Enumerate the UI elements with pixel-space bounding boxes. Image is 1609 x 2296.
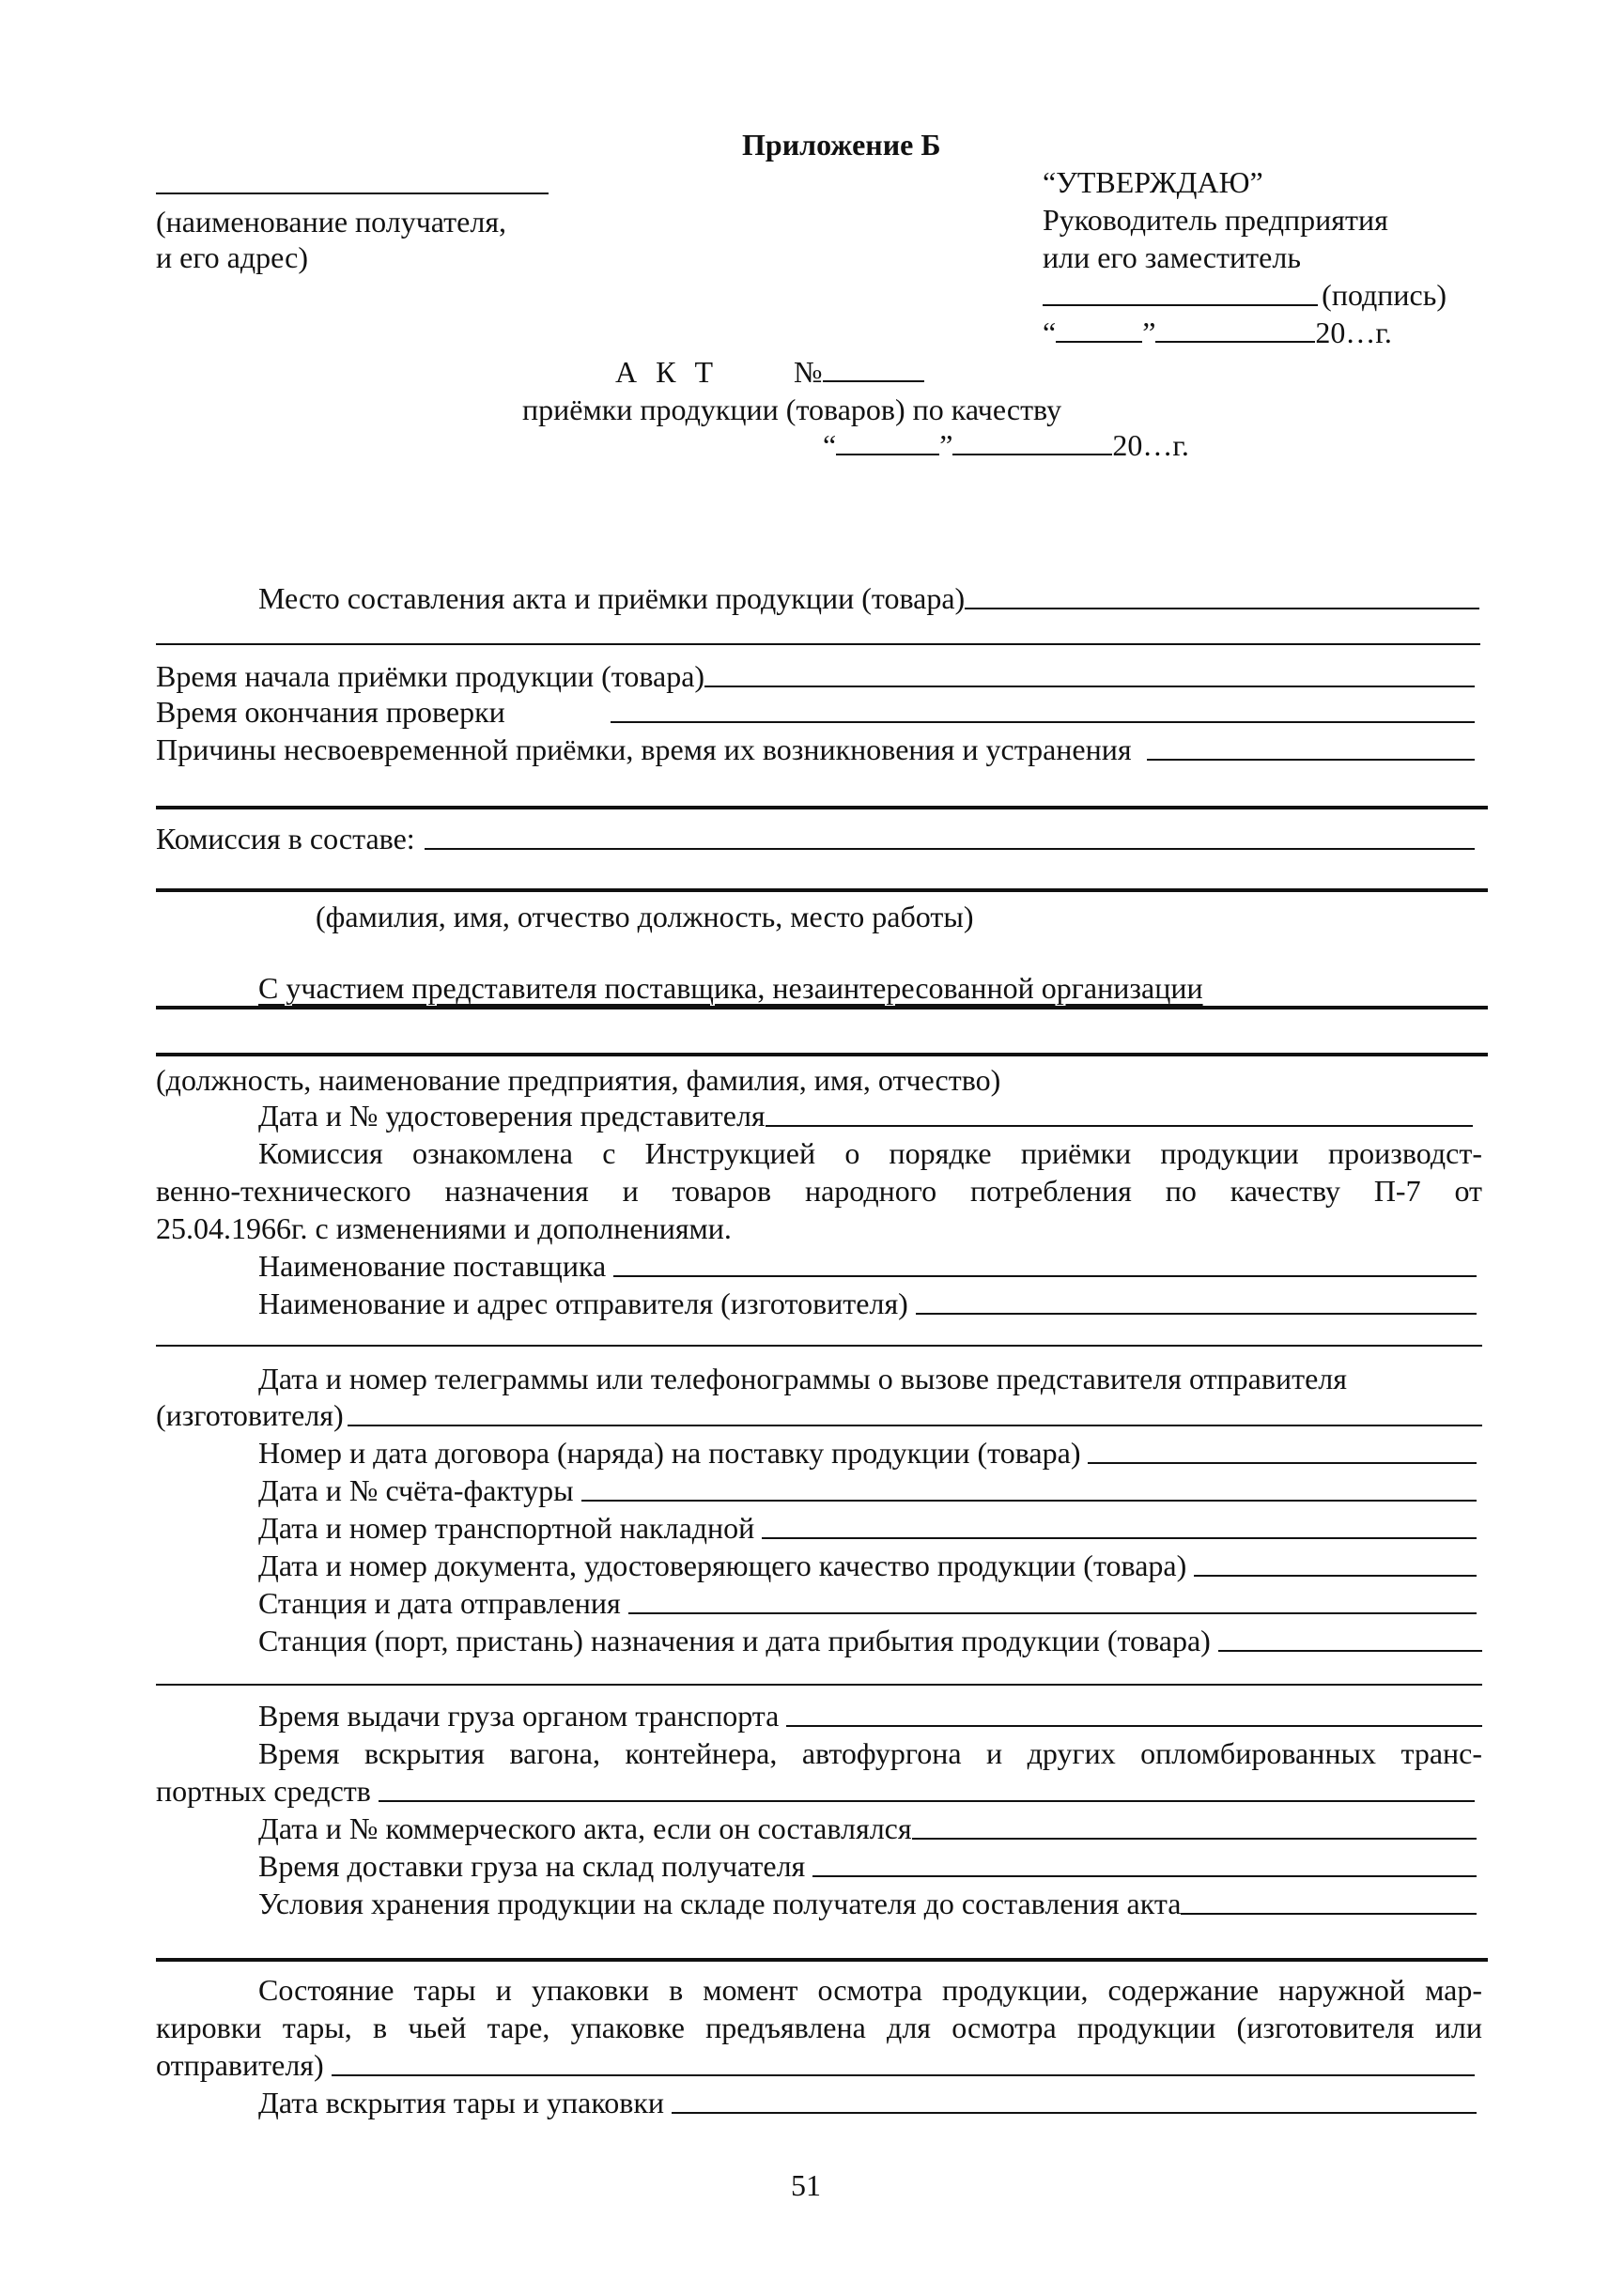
delay-label: Причины несвоевременной приёмки, время их возникновения и устранения xyxy=(156,732,1132,766)
telegram-field xyxy=(156,1400,1482,1430)
storage-line[interactable] xyxy=(1181,1913,1477,1915)
approval-date xyxy=(1043,317,1392,347)
approval-line-1: Руководитель предприятия xyxy=(1043,203,1388,237)
participation-label: С участием представителя поставщика, незаинтересованной организации xyxy=(258,971,1203,1005)
rep-certificate-field xyxy=(258,1101,1473,1131)
opening-field xyxy=(156,1776,1475,1806)
supplier-line[interactable] xyxy=(613,1275,1477,1277)
approval-stamp: “УТВЕРЖДАЮ” xyxy=(1043,165,1263,199)
participation-line-2[interactable] xyxy=(156,1053,1488,1056)
recipient-label-1: (наименование получателя, xyxy=(156,205,507,239)
storage-line-2[interactable] xyxy=(156,1958,1488,1962)
delay-field xyxy=(156,734,1475,764)
act-number-sign: № xyxy=(794,355,823,389)
arrival-field xyxy=(258,1626,1482,1656)
arrival-line-2[interactable] xyxy=(156,1684,1482,1686)
delay-line[interactable] xyxy=(1147,759,1475,761)
approval-day-blank xyxy=(1056,341,1142,343)
waybill-line[interactable] xyxy=(762,1537,1477,1539)
quality-doc-label: Дата и номер документа, удостоверяющего качество продукции (товара) xyxy=(258,1549,1187,1582)
signature-line xyxy=(1043,304,1318,306)
telegram-line-1: Дата и номер телеграммы или телефонограммы о вызове представителя отправителя xyxy=(258,1362,1347,1395)
packaging-line[interactable] xyxy=(332,2074,1475,2076)
delivery-time-label: Время доставки груза на склад получателя xyxy=(258,1849,806,1883)
contract-field xyxy=(258,1438,1477,1468)
delay-line-2[interactable] xyxy=(156,806,1488,809)
instruction-line-1: Комиссия ознакомлена с Инструкцией о порядке приёмки продукции производст- xyxy=(258,1136,1482,1170)
end-time-field xyxy=(156,697,1475,727)
packaging-line-1: Состояние тары и упаковки в момент осмотра продукции, содержание наружной мар- xyxy=(258,1973,1482,2007)
participation-hint: (должность, наименование предприятия, фамилия, имя, отчество) xyxy=(156,1063,1001,1097)
package-opening-label: Дата вскрытия тары и упаковки xyxy=(258,2086,665,2119)
packaging-line-2: кировки тары, в чьей таре, упаковке предъявлена для осмотра продукции (изготовителя или xyxy=(156,2011,1482,2044)
sender-line[interactable] xyxy=(916,1313,1477,1315)
commission-line-2[interactable] xyxy=(156,888,1488,892)
act-title-row xyxy=(615,357,924,387)
departure-line[interactable] xyxy=(628,1612,1477,1614)
page-number: 51 xyxy=(791,2168,821,2202)
delivery-time-line[interactable] xyxy=(812,1875,1477,1877)
opening-label-2: портных средств xyxy=(156,1774,371,1808)
act-number-blank xyxy=(823,380,924,382)
invoice-field xyxy=(258,1475,1477,1505)
commission-hint: (фамилия, имя, отчество должность, место работы) xyxy=(316,900,974,933)
sender-field xyxy=(258,1288,1477,1318)
end-time-label: Время окончания проверки xyxy=(156,695,505,729)
telegram-line[interactable] xyxy=(348,1425,1482,1426)
cargo-release-label: Время выдачи груза органом транспорта xyxy=(258,1699,780,1733)
signature-label: (подпись) xyxy=(1322,278,1447,312)
commission-line[interactable] xyxy=(425,848,1475,850)
sender-label: Наименование и адрес отправителя (изготовителя) xyxy=(258,1287,908,1320)
departure-label: Станция и дата отправления xyxy=(258,1586,621,1620)
supplier-field xyxy=(258,1251,1477,1281)
place-field xyxy=(258,583,1479,613)
approval-signature xyxy=(1043,280,1447,310)
start-time-field xyxy=(156,661,1475,691)
act-date xyxy=(823,430,1189,460)
departure-field xyxy=(258,1588,1477,1618)
storage-field xyxy=(258,1888,1477,1918)
instruction-line-2: венно-технического назначения и товаров народного потребления по качеству П-7 от xyxy=(156,1174,1482,1208)
act-subtitle: приёмки продукции (товаров) по качеству xyxy=(522,393,1062,426)
supplier-label: Наименование поставщика xyxy=(258,1249,607,1283)
place-line-2[interactable] xyxy=(156,643,1480,645)
act-year: 20…г. xyxy=(1112,428,1189,462)
commercial-act-label: Дата и № коммерческого акта, если он составлялся xyxy=(258,1811,912,1845)
approval-month-blank xyxy=(1155,341,1315,343)
act-title: А К Т xyxy=(615,355,719,389)
arrival-label: Станция (порт, пристань) назначения и дата прибытия продукции (товара) xyxy=(258,1624,1211,1657)
sender-line-2[interactable] xyxy=(156,1345,1482,1347)
opening-line-1: Время вскрытия вагона, контейнера, автофургона и других опломбированных транс- xyxy=(258,1736,1482,1770)
storage-label: Условия хранения продукции на складе получателя до составления акта xyxy=(258,1887,1182,1920)
act-day-blank xyxy=(836,454,939,455)
instruction-line-3: 25.04.1966г. с изменениями и дополнениями. xyxy=(156,1211,732,1245)
recipient-line xyxy=(156,193,549,194)
approval-date-close-quote: ” xyxy=(1142,316,1156,349)
delivery-time-field xyxy=(258,1851,1477,1881)
quality-doc-line[interactable] xyxy=(1194,1575,1477,1577)
approval-line-2: или его заместитель xyxy=(1043,240,1301,274)
commercial-act-line[interactable] xyxy=(912,1838,1477,1840)
approval-date-open-quote: “ xyxy=(1043,316,1057,349)
waybill-field xyxy=(258,1513,1477,1543)
packaging-field xyxy=(156,2050,1475,2080)
contract-line[interactable] xyxy=(1088,1462,1477,1464)
place-line[interactable] xyxy=(965,608,1479,609)
act-month-blank xyxy=(952,454,1112,455)
package-opening-line[interactable] xyxy=(672,2112,1477,2114)
place-label: Место составления акта и приёмки продукции (товара) xyxy=(258,581,966,615)
act-date-close-quote: ” xyxy=(939,428,953,462)
approval-year: 20…г. xyxy=(1315,316,1392,349)
opening-line[interactable] xyxy=(379,1800,1475,1802)
appendix-title: Приложение Б xyxy=(742,128,941,162)
invoice-line[interactable] xyxy=(581,1500,1477,1502)
telegram-label-2: (изготовителя) xyxy=(156,1398,344,1432)
commission-label: Комиссия в составе: xyxy=(156,822,415,855)
participation-line-1[interactable] xyxy=(156,1006,1488,1009)
quality-doc-field xyxy=(258,1550,1477,1580)
recipient-label-2: и его адрес) xyxy=(156,240,308,274)
commercial-act-field xyxy=(258,1813,1477,1843)
contract-label: Номер и дата договора (наряда) на поставку продукции (товара) xyxy=(258,1436,1081,1470)
end-time-line[interactable] xyxy=(611,721,1475,723)
invoice-label: Дата и № счёта-фактуры xyxy=(258,1473,574,1507)
rep-certificate-label: Дата и № удостоверения представителя xyxy=(258,1099,766,1133)
start-time-line[interactable] xyxy=(704,686,1475,687)
arrival-line[interactable] xyxy=(1218,1650,1482,1652)
rep-certificate-line[interactable] xyxy=(766,1125,1473,1127)
package-opening-field xyxy=(258,2088,1477,2118)
waybill-label: Дата и номер транспортной накладной xyxy=(258,1511,755,1545)
cargo-release-line[interactable] xyxy=(786,1725,1482,1727)
start-time-label: Время начала приёмки продукции (товара) xyxy=(156,659,705,693)
commission-field xyxy=(156,824,1475,854)
packaging-label-3: отправителя) xyxy=(156,2048,324,2082)
cargo-release-field xyxy=(258,1701,1482,1731)
act-date-open-quote: “ xyxy=(823,428,837,462)
